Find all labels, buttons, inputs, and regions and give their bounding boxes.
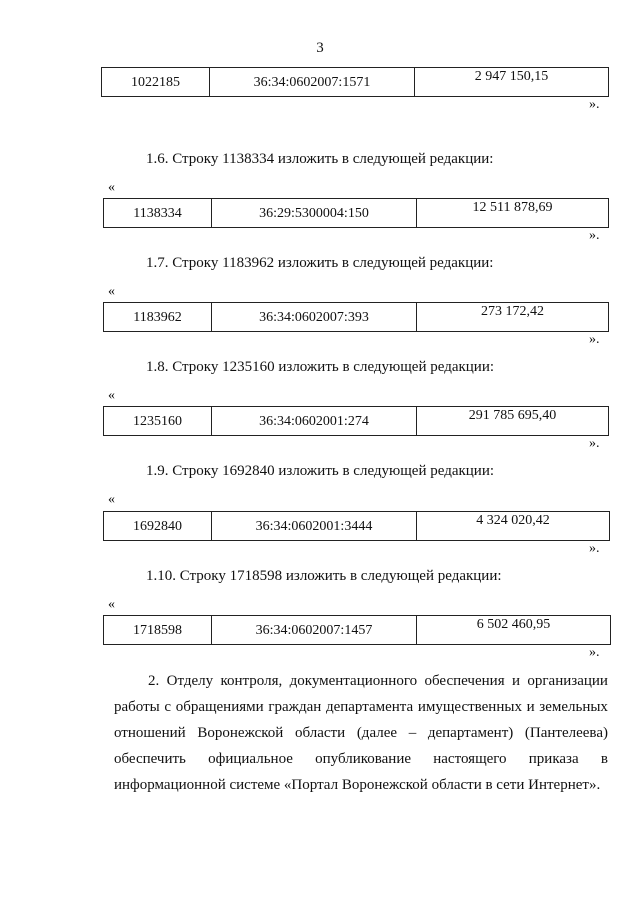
- paragraph-2: [114, 670, 608, 800]
- table-row: [103, 198, 609, 228]
- row-id-cell: 1022185: [102, 68, 210, 96]
- closing-quote: ».: [589, 436, 600, 451]
- opening-quote: «: [108, 597, 115, 612]
- opening-quote: «: [108, 284, 115, 299]
- cadastral-number-cell: 36:34:0602007:393: [212, 303, 417, 331]
- table-row: [103, 406, 609, 436]
- paragraph-line: обеспечить официальное опубликование настоящего приказа в: [114, 751, 608, 767]
- table-row: [103, 511, 610, 541]
- table-row: [103, 615, 611, 645]
- closing-quote: ».: [589, 332, 600, 347]
- cadastral-value-cell: 12 511 878,69: [472, 200, 553, 215]
- paragraph-line: отношений Воронежской области (далее – департамент) (Пантелеева): [114, 725, 608, 741]
- item-heading: 1.9. Строку 1692840 изложить в следующей редакции:: [146, 463, 495, 479]
- cadastral-number-cell: 36:34:0602001:3444: [212, 512, 417, 540]
- opening-quote: «: [108, 492, 115, 507]
- row-id-cell: 1183962: [104, 303, 212, 331]
- paragraph-line: 2. Отделу контроля, документационного обеспечения и организации: [148, 673, 608, 689]
- table-row: [103, 302, 609, 332]
- cadastral-value-cell: 273 172,42: [481, 304, 544, 319]
- closing-quote: ».: [589, 645, 600, 660]
- table-row: [101, 67, 609, 97]
- cadastral-value-cell: 291 785 695,40: [468, 408, 557, 423]
- cadastral-value-cell: 4 324 020,42: [476, 513, 550, 528]
- page-number: 3: [316, 40, 324, 56]
- item-heading: 1.10. Строку 1718598 изложить в следующей редакции:: [146, 568, 502, 584]
- closing-quote: ».: [589, 541, 600, 556]
- cadastral-number-cell: 36:34:0602001:274: [212, 407, 417, 435]
- paragraph-line: работы с обращениями граждан департамента имущественных и земельных: [114, 699, 608, 715]
- opening-quote: «: [108, 388, 115, 403]
- row-id-cell: 1235160: [104, 407, 212, 435]
- cadastral-value-cell: 2 947 150,15: [474, 69, 549, 84]
- cadastral-value-cell: 6 502 460,95: [476, 617, 551, 632]
- row-id-cell: 1138334: [104, 199, 212, 227]
- item-heading: 1.6. Строку 1138334 изложить в следующей редакции:: [146, 151, 494, 167]
- row-id-cell: 1692840: [104, 512, 212, 540]
- row-id-cell: 1718598: [104, 616, 212, 644]
- closing-quote: ».: [589, 228, 600, 243]
- cadastral-number-cell: 36:34:0602007:1457: [212, 616, 417, 644]
- cadastral-number-cell: 36:34:0602007:1571: [210, 68, 415, 96]
- paragraph-line: информационной системе «Портал Воронежской области в сети Интернет».: [114, 777, 601, 793]
- cadastral-number-cell: 36:29:5300004:150: [212, 199, 417, 227]
- item-heading: 1.8. Строку 1235160 изложить в следующей редакции:: [146, 359, 495, 375]
- closing-quote: ».: [589, 97, 600, 112]
- item-heading: 1.7. Строку 1183962 изложить в следующей редакции:: [146, 255, 494, 271]
- opening-quote: «: [108, 180, 115, 195]
